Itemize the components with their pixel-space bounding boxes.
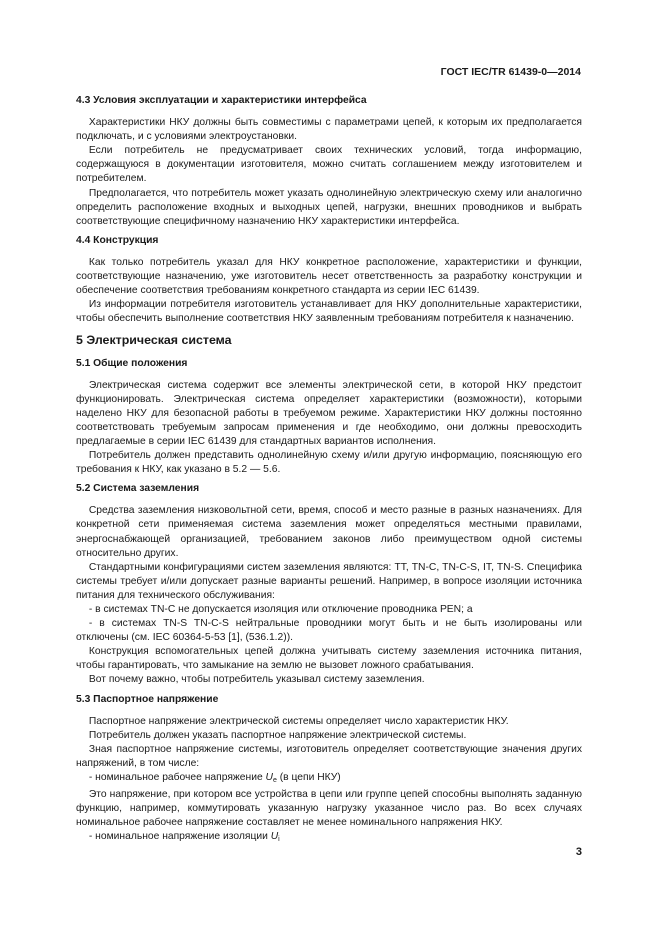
- voltage-symbol: U: [270, 831, 279, 843]
- section-5-title: 5 Электрическая система: [76, 333, 232, 348]
- paragraph: Предполагается, что потребитель может указать однолинейную электрическую схему или аналогично определить расположение входных и выходных цепей, нагрузки, внешних проводников и выбрать соответствующие специфичному назначению НКУ характеристики интерфейса.: [76, 187, 582, 227]
- section-5-1-title: 5.1 Общие положения: [76, 357, 188, 369]
- paragraph: Вот почему важно, чтобы потребитель указывал систему заземления.: [88, 674, 425, 686]
- list-item: [76, 830, 582, 847]
- list-item-text: - номинальное напряжение изоляции: [88, 831, 271, 843]
- paragraph: Стандартными конфигурациями систем заземления являются: TT, TN-C, TN-C-S, IT, TN-S. Специфика системы требует и/или допускает разные варианты решений. Например, в вопросе изоляции источника питания для технического обслуживания:: [76, 561, 582, 601]
- paragraph: Потребитель должен указать паспортное напряжение электрической системы.: [88, 729, 467, 741]
- list-item: [76, 771, 582, 788]
- page-number: 3: [575, 846, 582, 858]
- document-id-header: ГОСТ IEC/TR 61439-0—2014: [440, 66, 581, 78]
- paragraph: Из информации потребителя изготовитель устанавливает для НКУ дополнительные характеристики, чтобы обеспечить выполнение соответствия НКУ заявленным требованиям потребителя к назначению.: [76, 299, 582, 325]
- paragraph: Паспортное напряжение электрической системы определяет число характеристик НКУ.: [88, 715, 509, 727]
- paragraph: Характеристики НКУ должны быть совместимы с параметрами цепей, к которым их предполагается подключать, и с условиями электроустановки.: [76, 117, 582, 143]
- voltage-subscript: e: [272, 777, 277, 785]
- paragraph: Конструкция вспомогательных цепей должна учитывать систему заземления источника питания, чтобы гарантировать, что замыкание на землю не вызовет ложного срабатывания.: [76, 646, 582, 672]
- paragraph: Электрическая система содержит все элементы электрической сети, в которой НКУ предстоит функционировать. Электрическая система определяет характеристики (возможности), которыми наделено НКУ для безопасной работы в требуемом режиме. Характеристики НКУ должны постоянно соответствовать требуемым запросам применения и где необходимо, они должны превосходить предлагаемые в серии IEC 61439 для стандартных вариантов исполнения.: [76, 379, 582, 447]
- paragraph: Зная паспортное напряжение системы, изготовитель определяет соответствующие значения других напряжений, в том числе:: [76, 743, 582, 769]
- voltage-subscript: i: [278, 836, 280, 844]
- paragraph: Это напряжение, при котором все устройства в цепи или группе цепей способны выполнять заданную функцию, например, коммутировать указанную нагрузку указанное число раз. Во всех случаях номинальное рабочее напряжение составляет не менее номинального напряжения НКУ.: [76, 789, 582, 829]
- section-4-4-title: 4.4 Конструкция: [76, 234, 159, 246]
- paragraph: Средства заземления низковольтной сети, время, способ и место разные в разных назначениях. Для конкретной сети применяемая система заземления может определяться местными правилами, энергоснабжающей организацией, требованием законов либо преимуществом одной системы относительно других.: [76, 505, 582, 559]
- section-5-3-title: 5.3 Паспортное напряжение: [76, 693, 219, 705]
- paragraph: Как только потребитель указал для НКУ конкретное расположение, характеристики и функции, соответствующие назначению, уже изготовитель несет ответственность за разработку конструкции и обеспечение соответствия требованиям конкретного стандарта из серии IEC 61439.: [76, 256, 582, 297]
- document-body: [76, 94, 582, 848]
- section-4-3-title: 4.3 Условия эксплуатации и характеристики интерфейса: [76, 95, 367, 106]
- list-item: - в системах TN-C не допускается изоляция или отключение проводника PEN; а: [88, 604, 473, 615]
- voltage-symbol: U: [265, 772, 273, 784]
- paragraph: Потребитель должен представить однолинейную схему и/или другую информацию, поясняющую его требования к НКУ, как указано в 5.2 — 5.6.: [76, 450, 582, 476]
- list-item: - в системах TN-S TN-C-S нейтральные проводники могут быть и не быть изолированы или отключены (см. IEC 60364-5-53 [1], (536.1.2)).: [76, 618, 582, 644]
- paragraph: Если потребитель не предусматривает своих технических условий, тогда информацию, содержащуюся в документации изготовителя, можно считать соглашением между изготовителем и потребителем.: [76, 145, 582, 185]
- list-item-text: (в цепи НКУ): [276, 772, 341, 784]
- section-5-2-title: 5.2 Система заземления: [76, 483, 200, 495]
- list-item-text: - номинальное рабочее напряжение: [88, 772, 266, 784]
